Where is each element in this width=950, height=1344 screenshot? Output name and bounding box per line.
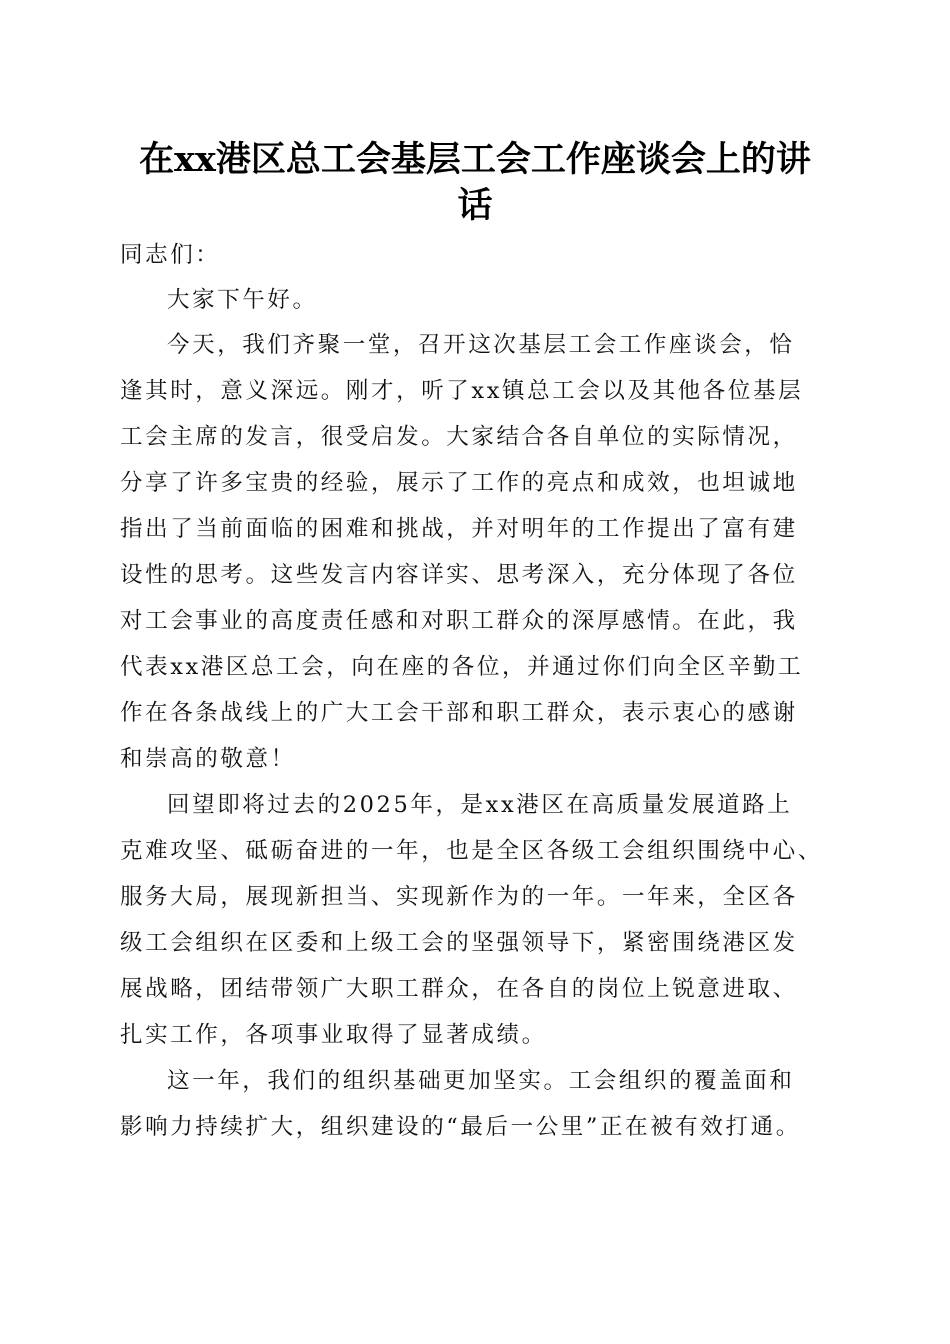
- body-text-line: 今天，我们齐聚一堂，召开这次基层工会工作座谈会，恰: [167, 332, 795, 358]
- body-text-line: 影响力持续扩大，组织建设的“最后一公里”正在被有效打通。: [120, 1114, 801, 1140]
- body-text-line: 展战略，团结带领广大职工群众，在各自的岗位上锐意进取、: [120, 976, 798, 1002]
- body-text-line: 大家下午好。: [167, 287, 318, 313]
- body-text-line: 设性的思考。这些发言内容详实、思考深入，充分体现了各位: [120, 562, 798, 588]
- body-text-line: 指出了当前面临的困难和挑战，并对明年的工作提出了富有建: [120, 516, 798, 542]
- body-text-line: 作在各条战线上的广大工会干部和职工群众，表示衷心的感谢: [120, 700, 798, 726]
- body-text-line: 服务大局，展现新担当、实现新作为的一年。一年来，全区各: [120, 884, 798, 910]
- body-text-line: 这一年，我们的组织基础更加坚实。工会组织的覆盖面和: [167, 1068, 795, 1094]
- body-text-line: 回望即将过去的2025年，是xx港区在高质量发展道路上: [167, 792, 793, 818]
- body-text-line: 代表xx港区总工会，向在座的各位，并通过你们向全区辛勤工: [120, 654, 804, 680]
- body-text-line: 级工会组织在区委和上级工会的坚强领导下，紧密围绕港区发: [120, 930, 798, 956]
- document-title-line-1: 在xx港区总工会基层工会工作座谈会上的讲: [139, 139, 811, 180]
- body-text-line: 克难攻坚、砥砺奋进的一年，也是全区各级工会组织围绕中心、: [120, 838, 823, 864]
- body-text-line: 对工会事业的高度责任感和对职工群众的深厚感情。在此，我: [120, 608, 798, 634]
- body-text-line: 和崇高的敬意！: [120, 746, 296, 772]
- body-text-line: 工会主席的发言，很受启发。大家结合各自单位的实际情况，: [120, 424, 798, 450]
- body-text-line: 分享了许多宝贵的经验，展示了工作的亮点和成效，也坦诚地: [120, 470, 798, 496]
- document-title-line-2: 话: [457, 185, 493, 226]
- body-text-line: 逢其时，意义深远。刚才，听了xx镇总工会以及其他各位基层: [120, 378, 804, 404]
- salutation: 同志们：: [120, 242, 221, 268]
- body-text-line: 扎实工作，各项事业取得了显著成绩。: [120, 1022, 547, 1048]
